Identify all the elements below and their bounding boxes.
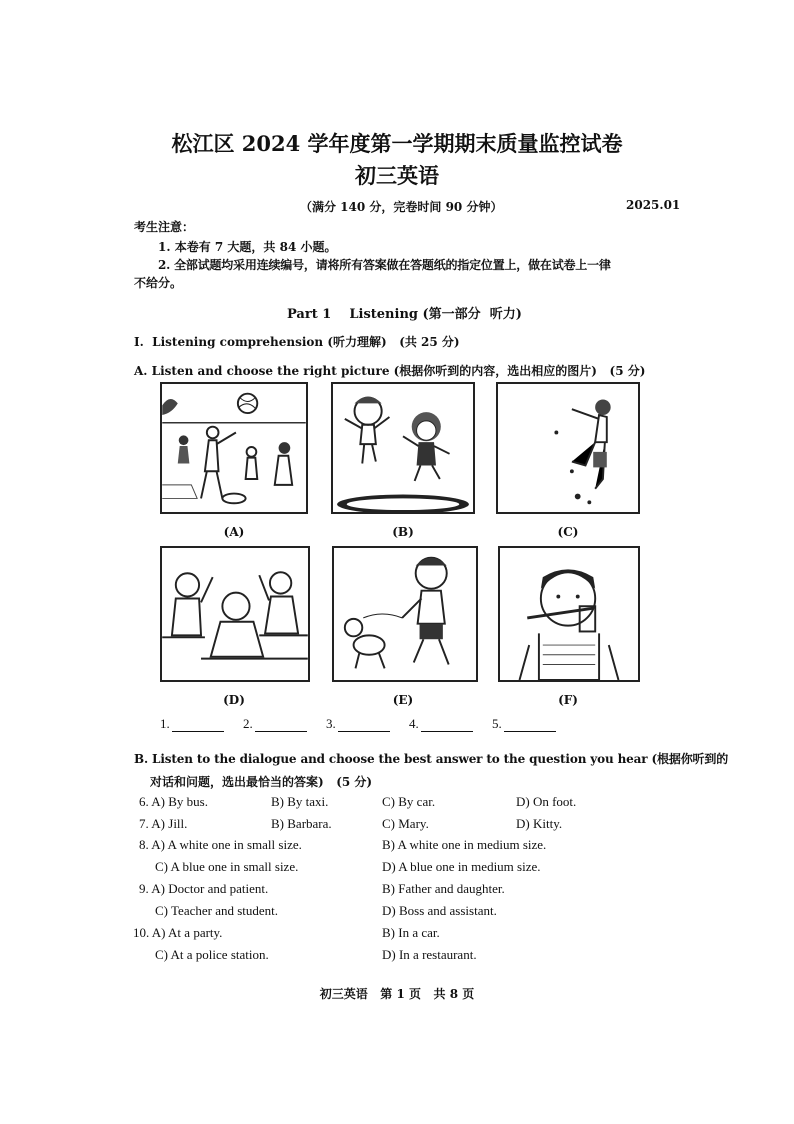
option-b[interactable]: B) By taxi. bbox=[271, 794, 329, 809]
blank-number: 2. bbox=[243, 716, 253, 731]
rock-climber-illustration bbox=[498, 384, 638, 512]
picture-label-a: (A) bbox=[223, 525, 245, 539]
notice-item-2: 2. 全部试题均采用连续编号，请将所有答案做在答题纸的指定位置上，做在试卷上一律 bbox=[158, 258, 611, 272]
boy-brushing-teeth-illustration bbox=[500, 548, 638, 680]
question-number: 6. bbox=[139, 794, 149, 809]
option-a[interactable]: A) Doctor and patient. bbox=[151, 881, 269, 896]
blank-number: 5. bbox=[492, 716, 502, 731]
option-d[interactable]: D) Kitty. bbox=[516, 816, 563, 831]
picture-label-e: (E) bbox=[392, 693, 414, 707]
picture-label-c: (C) bbox=[557, 525, 579, 539]
sectionB-title-cont: 对话和问题，选出最恰当的答案) (5 分) bbox=[150, 775, 373, 789]
blank-number: 4. bbox=[409, 716, 419, 731]
option-a[interactable]: A) At a party. bbox=[151, 925, 223, 940]
boy-walking-dog-illustration bbox=[334, 548, 476, 680]
question-number: 7. bbox=[139, 816, 149, 831]
option-d[interactable]: D) A blue one in medium size. bbox=[382, 859, 541, 874]
option-b[interactable]: B) A white one in medium size. bbox=[382, 837, 547, 852]
answer-blank-3[interactable] bbox=[326, 716, 390, 732]
students-raising-hands-illustration bbox=[162, 548, 308, 680]
picture-e-walking-dog bbox=[332, 546, 478, 682]
picture-d-classroom bbox=[160, 546, 310, 682]
picture-f-brushing-teeth bbox=[498, 546, 640, 682]
blank-line[interactable] bbox=[172, 719, 224, 732]
option-b[interactable]: B) Father and daughter. bbox=[382, 881, 505, 896]
picture-c-climbing bbox=[496, 382, 640, 514]
exam-subject: 初三英语 bbox=[355, 163, 439, 188]
option-c[interactable]: C) Teacher and student. bbox=[155, 903, 279, 918]
answer-blank-2[interactable] bbox=[243, 716, 307, 732]
question-10 bbox=[133, 925, 222, 941]
exam-date: 2025.01 bbox=[626, 198, 681, 212]
beach-scene-illustration bbox=[162, 384, 306, 512]
question-number: 8. bbox=[139, 837, 149, 852]
question-number: 9. bbox=[139, 881, 149, 896]
picture-label-f: (F) bbox=[558, 693, 578, 707]
option-a[interactable]: A) By bus. bbox=[151, 794, 208, 809]
answer-blank-4[interactable] bbox=[409, 716, 473, 732]
question-9 bbox=[139, 881, 268, 897]
notice-heading: 考生注意： bbox=[134, 220, 195, 234]
exam-info: （满分 140 分，完卷时间 90 分钟） bbox=[300, 200, 503, 214]
part1-title: Part 1 Listening (第一部分 听力) bbox=[287, 307, 522, 322]
notice-item-1: 1. 本卷有 7 大题，共 84 小题。 bbox=[158, 240, 337, 254]
blank-line[interactable] bbox=[504, 719, 556, 732]
answer-blank-1[interactable] bbox=[160, 716, 224, 732]
option-d[interactable]: D) Boss and assistant. bbox=[382, 903, 497, 918]
blank-line[interactable] bbox=[255, 719, 307, 732]
picture-a-beach-ball bbox=[160, 382, 308, 514]
blank-number: 1. bbox=[160, 716, 170, 731]
sectionA-title: A. Listen and choose the right picture (根据你听到的内容，选出相应的图片) (5 分) bbox=[134, 364, 646, 378]
blank-number: 3. bbox=[326, 716, 336, 731]
option-c[interactable]: C) A blue one in small size. bbox=[155, 859, 299, 874]
option-a[interactable]: A) A white one in small size. bbox=[151, 837, 302, 852]
option-c[interactable]: C) Mary. bbox=[382, 816, 429, 831]
page-footer: 初三英语 第 1 页 共 8 页 bbox=[319, 987, 475, 1001]
notice-item-2-cont: 不给分。 bbox=[134, 276, 183, 290]
trampoline-kids-illustration bbox=[333, 384, 473, 512]
option-a[interactable]: A) Jill. bbox=[151, 816, 188, 831]
option-d[interactable]: D) In a restaurant. bbox=[382, 947, 477, 962]
picture-b-trampoline bbox=[331, 382, 475, 514]
question-6 bbox=[139, 794, 208, 810]
question-number: 10. bbox=[133, 925, 150, 940]
option-c[interactable]: C) At a police station. bbox=[155, 947, 269, 962]
sectionB-title: B. Listen to the dialogue and choose the best answer to the question you hear (根据你听到的 bbox=[134, 752, 729, 766]
option-b[interactable]: B) Barbara. bbox=[271, 816, 332, 831]
option-d[interactable]: D) On foot. bbox=[516, 794, 577, 809]
picture-label-b: (B) bbox=[392, 525, 414, 539]
answer-blank-5[interactable] bbox=[492, 716, 556, 732]
picture-label-d: (D) bbox=[223, 693, 245, 707]
blank-line[interactable] bbox=[338, 719, 390, 732]
question-8 bbox=[139, 837, 302, 853]
section1-title: I. Listening comprehension (听力理解) (共 25 分) bbox=[134, 335, 460, 349]
option-c[interactable]: C) By car. bbox=[382, 794, 436, 809]
blank-line[interactable] bbox=[421, 719, 473, 732]
question-7 bbox=[139, 816, 187, 832]
option-b[interactable]: B) In a car. bbox=[382, 925, 440, 940]
exam-title: 松江区 2024 学年度第一学期期末质量监控试卷 bbox=[171, 131, 623, 156]
